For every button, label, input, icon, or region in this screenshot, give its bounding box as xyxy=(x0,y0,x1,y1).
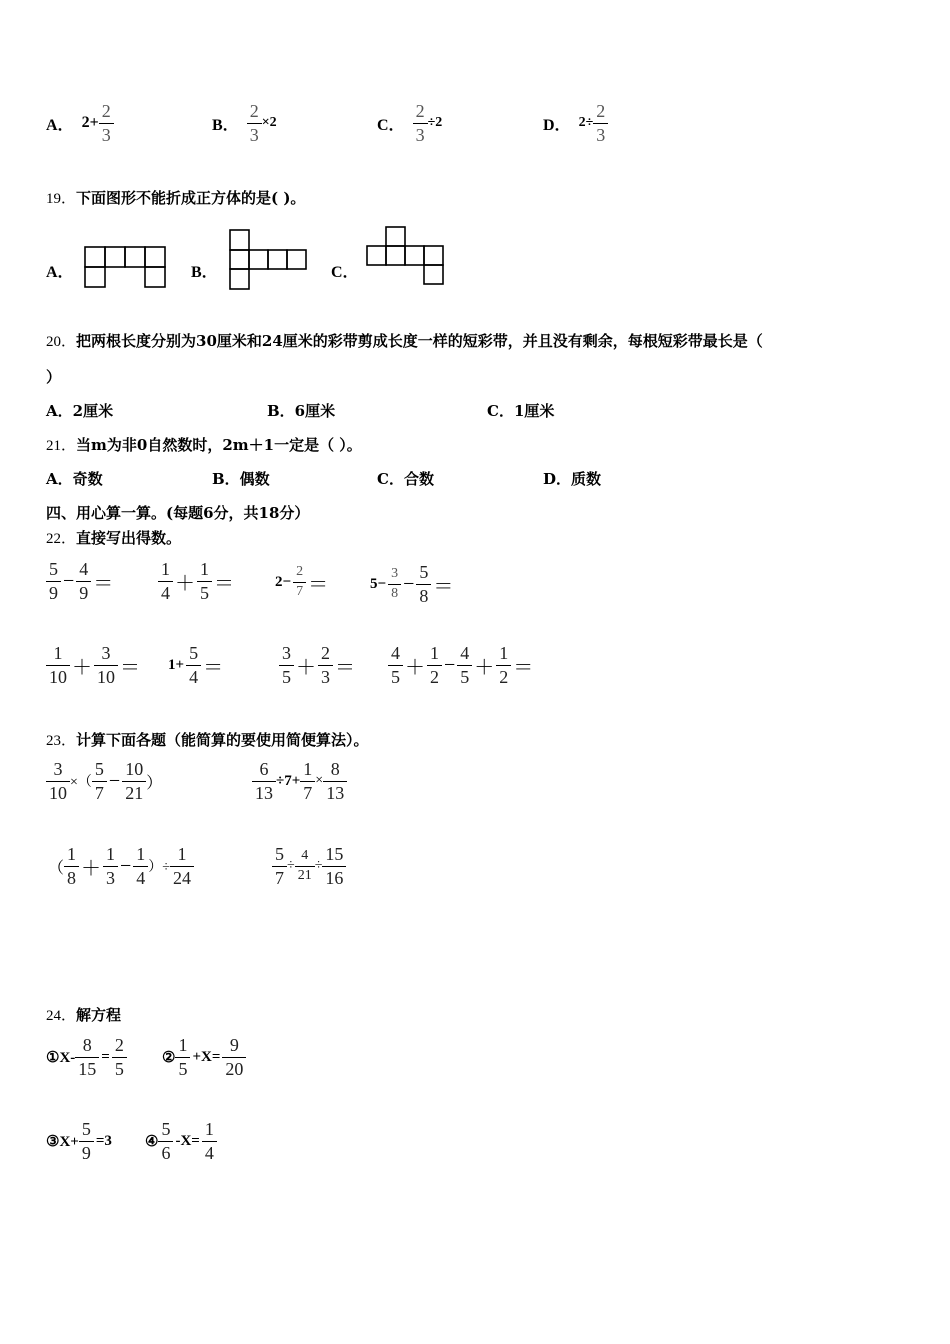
fraction: $\frac{1}{5}$ xyxy=(175,1036,190,1079)
fraction: $\frac{9}{20}$ xyxy=(222,1036,246,1079)
q23-expr-2: $\frac{6}{13}$ ÷7+ $\frac{1}{7}$ × $\frac{8}{13}$ xyxy=(252,760,347,803)
fraction: $\frac{1}{3}$ xyxy=(103,845,118,888)
q18-option-b[interactable]: B． $\frac{2}{3}$ ×2 xyxy=(212,101,277,145)
q24-equation-1: ①X- $\frac{8}{15}$ = $\frac{2}{5}$ xyxy=(46,1036,127,1079)
question-23: 23．计算下面各题（能简算的要使用简便算法）。 xyxy=(46,731,369,749)
fraction: $\frac{1}{4}$ xyxy=(133,845,148,888)
q18-option-d[interactable]: D． 2÷ $\frac{2}{3}$ xyxy=(543,102,608,145)
fraction: $\frac{2}{3}$ xyxy=(413,102,428,145)
fraction: $\frac{3}{5}$ xyxy=(279,644,294,687)
fraction: $\frac{2}{5}$ xyxy=(112,1036,127,1079)
fraction: $\frac{2}{7}$ xyxy=(293,565,306,599)
q22-expr-7: $\frac{3}{5}$ ＋ $\frac{2}{3}$ ＝ xyxy=(279,644,357,687)
fraction: $\frac{5}{7}$ xyxy=(92,760,107,803)
fraction: $\frac{1}{24}$ xyxy=(170,845,194,888)
q19-option-b-label[interactable]: B． xyxy=(191,264,218,281)
fraction: $\frac{1}{4}$ xyxy=(158,560,173,603)
fraction: $\frac{5}{8}$ xyxy=(416,563,431,606)
fraction: $\frac{8}{13}$ xyxy=(323,760,347,803)
fraction: $\frac{1}{4}$ xyxy=(202,1120,217,1163)
q22-expr-5: $\frac{1}{10}$ ＋ $\frac{3}{10}$ ＝ xyxy=(46,644,142,687)
fraction: $\frac{2}{3}$ xyxy=(99,102,114,145)
fraction: $\frac{5}{7}$ xyxy=(272,845,287,888)
q21-option-a[interactable]: A．奇数 xyxy=(46,470,103,488)
fraction: $\frac{3}{8}$ xyxy=(388,567,401,601)
q20-option-b[interactable]: B．6厘米 xyxy=(267,402,336,420)
question-20-cont: ） xyxy=(46,368,62,386)
fraction: $\frac{10}{21}$ xyxy=(122,760,146,803)
fraction: $\frac{5}{9}$ xyxy=(79,1120,94,1163)
q22-expr-1: $\frac{5}{9}$ − $\frac{4}{9}$ ＝ xyxy=(46,560,115,603)
fraction: $\frac{2}{3}$ xyxy=(593,102,608,145)
q20-option-c[interactable]: C．1厘米 xyxy=(487,402,555,420)
cube-net-a[interactable] xyxy=(84,245,166,289)
fraction: $\frac{4}{5}$ xyxy=(457,644,472,687)
fraction: $\frac{1}{7}$ xyxy=(300,760,315,803)
fraction: $\frac{4}{9}$ xyxy=(76,560,91,603)
q24-equation-3: ③X+ $\frac{5}{9}$ =3 xyxy=(46,1119,112,1163)
q19-option-a-label[interactable]: A． xyxy=(46,264,74,281)
question-22: 22．直接写出得数。 xyxy=(46,529,182,547)
q24-equation-4: ④ $\frac{5}{6}$ -X= $\frac{1}{4}$ xyxy=(145,1120,217,1163)
fraction: $\frac{3}{10}$ xyxy=(46,760,70,803)
q18-option-a[interactable]: A． 2+ $\frac{2}{3}$ xyxy=(46,102,114,145)
fraction: $\frac{5}{9}$ xyxy=(46,560,61,603)
q22-expr-4: 5− $\frac{3}{8}$ − $\frac{5}{8}$ ＝ xyxy=(370,562,454,606)
fraction: $\frac{1}{2}$ xyxy=(427,644,442,687)
fraction: $\frac{5}{4}$ xyxy=(186,644,201,687)
q21-option-b[interactable]: B．偶数 xyxy=(212,470,270,488)
q22-expr-8: $\frac{4}{5}$ ＋ $\frac{1}{2}$ − $\frac{4}{5}$ ＋ $\frac{1}{2}$ ＝ xyxy=(388,644,535,687)
fraction: $\frac{1}{5}$ xyxy=(197,560,212,603)
question-24: 24．解方程 xyxy=(46,1006,122,1024)
fraction: $\frac{4}{5}$ xyxy=(388,644,403,687)
q21-option-d[interactable]: D．质数 xyxy=(543,470,602,488)
fraction: $\frac{1}{8}$ xyxy=(64,845,79,888)
question-21: 21．当m为非0自然数时，2m＋1一定是（ ）。 xyxy=(46,436,362,454)
q24-equation-2: ② $\frac{1}{5}$ +X= $\frac{9}{20}$ xyxy=(162,1036,246,1079)
q22-expr-6: 1+ $\frac{5}{4}$ ＝ xyxy=(168,643,224,687)
q23-expr-1: $\frac{3}{10}$ ×（ $\frac{5}{7}$ − $\frac{10}{21}$ ） xyxy=(46,760,162,803)
fraction: $\frac{4}{21}$ xyxy=(295,849,315,883)
fraction: $\frac{6}{13}$ xyxy=(252,760,276,803)
fraction: $\frac{2}{3}$ xyxy=(247,102,262,145)
fraction: $\frac{3}{10}$ xyxy=(94,644,118,687)
fraction: $\frac{15}{16}$ xyxy=(322,845,346,888)
fraction: $\frac{5}{6}$ xyxy=(158,1120,173,1163)
q21-option-c[interactable]: C．合数 xyxy=(377,470,434,488)
fraction: $\frac{1}{2}$ xyxy=(496,644,511,687)
question-19: 19．下面图形不能折成正方体的是( )。 xyxy=(46,189,306,207)
q18-option-c[interactable]: C． $\frac{2}{3}$ ÷2 xyxy=(377,101,443,145)
q23-expr-3: （ $\frac{1}{8}$ ＋ $\frac{1}{3}$ − $\frac{1}{4}$ ）÷ $\frac{1}{24}$ xyxy=(48,845,194,888)
q20-option-a[interactable]: A．2厘米 xyxy=(46,402,114,420)
fraction: $\frac{2}{3}$ xyxy=(318,644,333,687)
fraction: $\frac{8}{15}$ xyxy=(75,1036,99,1079)
q23-expr-4: $\frac{5}{7}$ ÷ $\frac{4}{21}$ ÷ $\frac{15}{16}$ xyxy=(272,845,346,888)
fraction: $\frac{1}{10}$ xyxy=(46,644,70,687)
cube-net-c[interactable] xyxy=(366,226,448,288)
cube-net-b[interactable] xyxy=(229,229,309,291)
q22-expr-2: $\frac{1}{4}$ ＋ $\frac{1}{5}$ ＝ xyxy=(158,560,236,603)
section-4-title: 四、用心算一算。(每题6分，共18分） xyxy=(46,504,310,522)
q19-option-c-label[interactable]: C． xyxy=(331,264,359,281)
question-20: 20．把两根长度分别为30厘米和24厘米的彩带剪成长度一样的短彩带，并且没有剩余，每根短彩带最长是（ xyxy=(46,332,763,350)
q22-expr-3: 2− $\frac{2}{7}$ ＝ xyxy=(275,564,329,599)
